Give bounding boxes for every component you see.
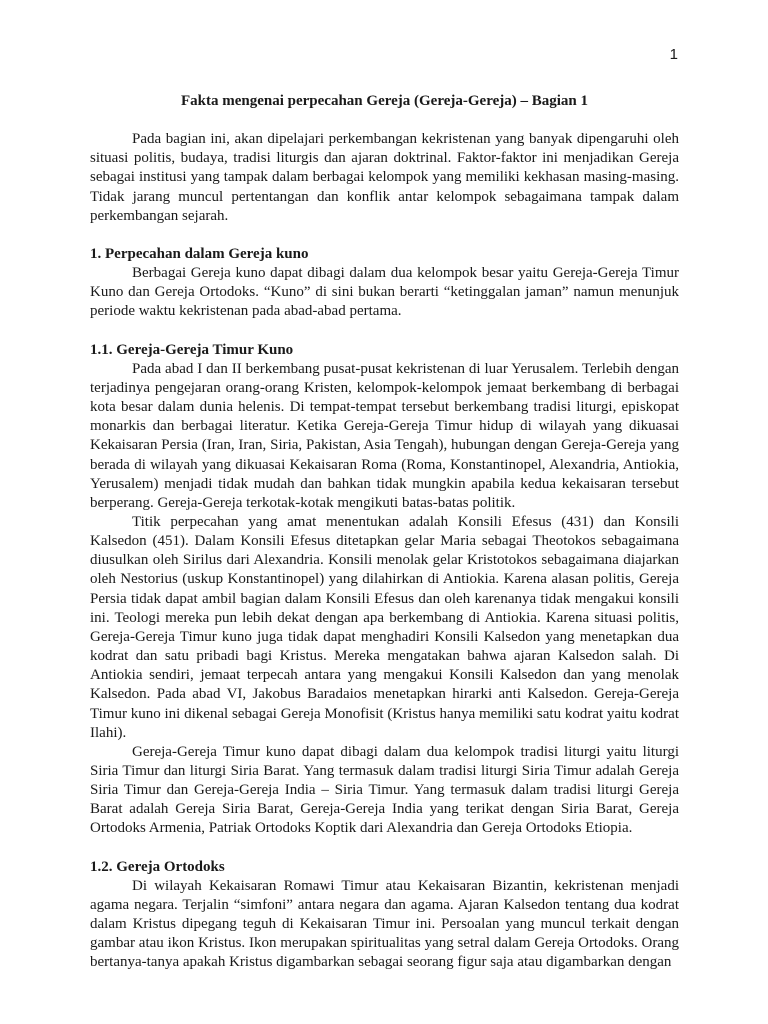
page-number: 1 [669,46,678,63]
section-paragraph: Gereja-Gereja Timur kuno dapat dibagi dalam dua kelompok tradisi liturgi yaitu liturgi Siria Timur dan liturgi Siria Barat. Yang termasuk dalam tradisi liturgi Siria Timur adalah Gereja Siria Timur dan Gereja-Gereja India – Siria Timur. Yang termasuk dalam tradisi liturgi Gereja Barat adalah Gereja Siria Barat, Gereja-Gereja India yang terikat dengan Siria Barat, Gereja Ortodoks Armenia, Patriak Ortodoks Koptik dari Alexandria dan Gereja Ortodoks Etiopia. [90,743,679,837]
document-title: Fakta mengenai perpecahan Gereja (Gereja-Gereja) – Bagian 1 [180,93,588,109]
intro-paragraph: Pada bagian ini, akan dipelajari perkembangan kekristenan yang banyak dipengaruhi oleh situasi politis, budaya, tradisi liturgis dan ajaran doktrinal. Faktor-faktor ini menjadikan Gereja sebagai institusi yang tampak dalam berbagai kelompok yang memiliki kekhasan masing-masing. Tidak jarang muncul pertentangan dan konflik antar kelompok sebagaimana tampak dalam perkembangan sejarah. [90,131,679,224]
document-body [90,92,679,973]
section-paragraph: Pada abad I dan II berkembang pusat-pusat kekristenan di luar Yerusalem. Terlebih dengan terjadinya pengejaran orang-orang Kristen, kelompok-kelompok jemaat berkembang di berbagai kota besar dalam dunia helenis. Di tempat-tempat tersebut berkembang tradisi liturgi, episkopat monarkis dan berbagai literatur. Ketika Gereja-Gereja Timur hidup di wilayah yang dikuasai Kekaisaran Persia (Iran, Iran, Siria, Pakistan, Asia Tengah), hubungan dengan Gereja-Gereja yang berada di wilayah yang dikuasai Kekaisaran Roma (Roma, Konstantinopel, Alexandria, Antiokia, Yerusalem) menjadi tidak mudah dan bahkan tidak mungkin apabila kedua kekaisaran tersebut berperang. Gereja-Gereja terkotak-kotak mengikuti batas-batas politik. [90,360,679,511]
section-heading: 1. Perpecahan dalam Gereja kuno [90,245,309,262]
section-heading: 1.1. Gereja-Gereja Timur Kuno [90,341,294,358]
section-heading: 1.2. Gereja Ortodoks [90,858,225,875]
section-paragraph: Berbagai Gereja kuno dapat dibagi dalam dua kelompok besar yaitu Gereja-Gereja Timur Kuno dan Gereja Ortodoks. “Kuno” di sini bukan berarti “ketinggalan jaman” namun menunjuk periode waktu kekristenan pada abad-abad pertama. [90,265,679,320]
section-paragraph: Titik perpecahan yang amat menentukan adalah Konsili Efesus (431) dan Konsili Kalsedon (451). Dalam Konsili Efesus ditetapkan gelar Maria sebagai Theotokos sebagaimana diusulkan oleh Sirilus dari Alexandria. Konsili menolak gelar Kristotokos sebagaimana diajarkan oleh Nestorius (uskup Konstantinopel) yang dilahirkan di Antiokia. Karena alasan politis, Gereja Persia tidak dapat ambil bagian dalam Konsili Efesus dan oleh karenanya tidak mengakui konsili ini. Teologi mereka pun lebih dekat dengan apa berkembang di Antiokia. Karena situasi politis, Gereja-Gereja Timur kuno juga tidak dapat menghadiri Konsili Kalsedon yang menetapkan dua kodrat dan satu pribadi bagi Kristus. Mereka mengatakan bahwa ajaran Kalsedon salah. Di Antiokia sendiri, jemaat terpecah antara yang mengakui Konsili Kalsedon dan yang menolak Kalsedon. Pada abad VI, Jakobus Baradaios menetapkan hirarki anti Kalsedon. Gereja-Gereja Timur kuno ini dikenal sebagai Gereja Monofisit (Kristus hanya memiliki satu kodrat yaitu kodrat Ilahi). [90,513,679,741]
section-paragraph: Di wilayah Kekaisaran Romawi Timur atau Kekaisaran Bizantin, kekristenan menjadi agama negara. Terjalin “simfoni” antara negara dan agama. Ajaran Kalsedon tentang dua kodrat dalam Kristus dipegang teguh di Kekaisaran Timur ini. Persoalan yang muncul terkait dengan gambar atau ikon Kristus. Ikon merupakan spiritualitas yang setral dalam Gereja Ortodoks. Orang bertanya-tanya apakah Kristus digambarkan sebagai seorang figur saja atau digambarkan dengan [90,877,679,971]
